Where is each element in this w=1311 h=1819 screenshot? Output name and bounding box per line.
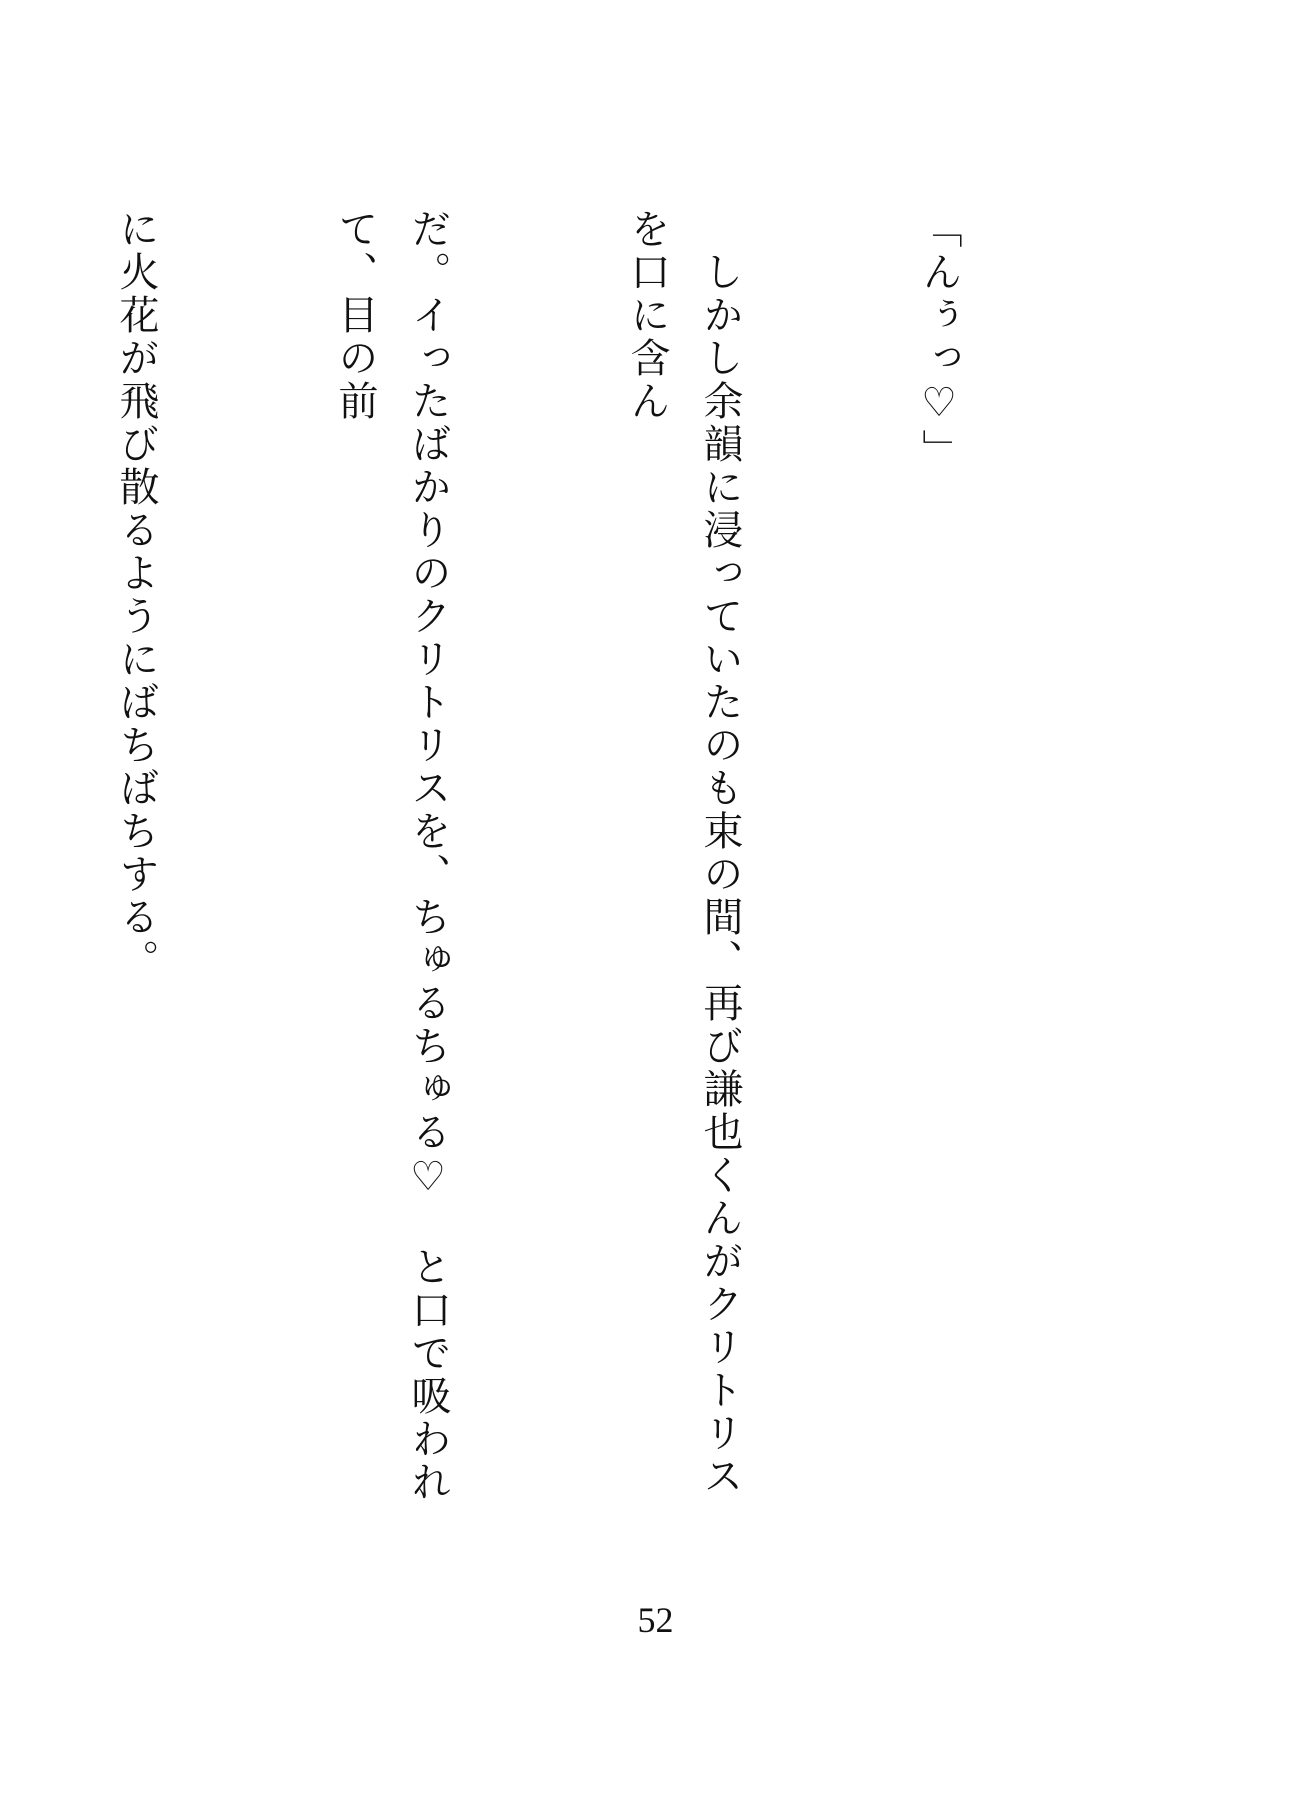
- text-line: に火花が飛び散るようにばちばちする。: [113, 208, 159, 982]
- text-line: 「んぅっ♡」: [916, 208, 962, 472]
- text-line: だ。イったばかりのクリトリスを、ちゅるちゅる♡ と口で吸われて、目の前: [332, 208, 451, 1504]
- body-text: [0, 208, 1121, 1528]
- text-line: しかし余韻に浸っていたのも束の間、再び謙也くんがクリトリスを口に含ん: [624, 208, 743, 1498]
- page-number: 52: [637, 1600, 674, 1640]
